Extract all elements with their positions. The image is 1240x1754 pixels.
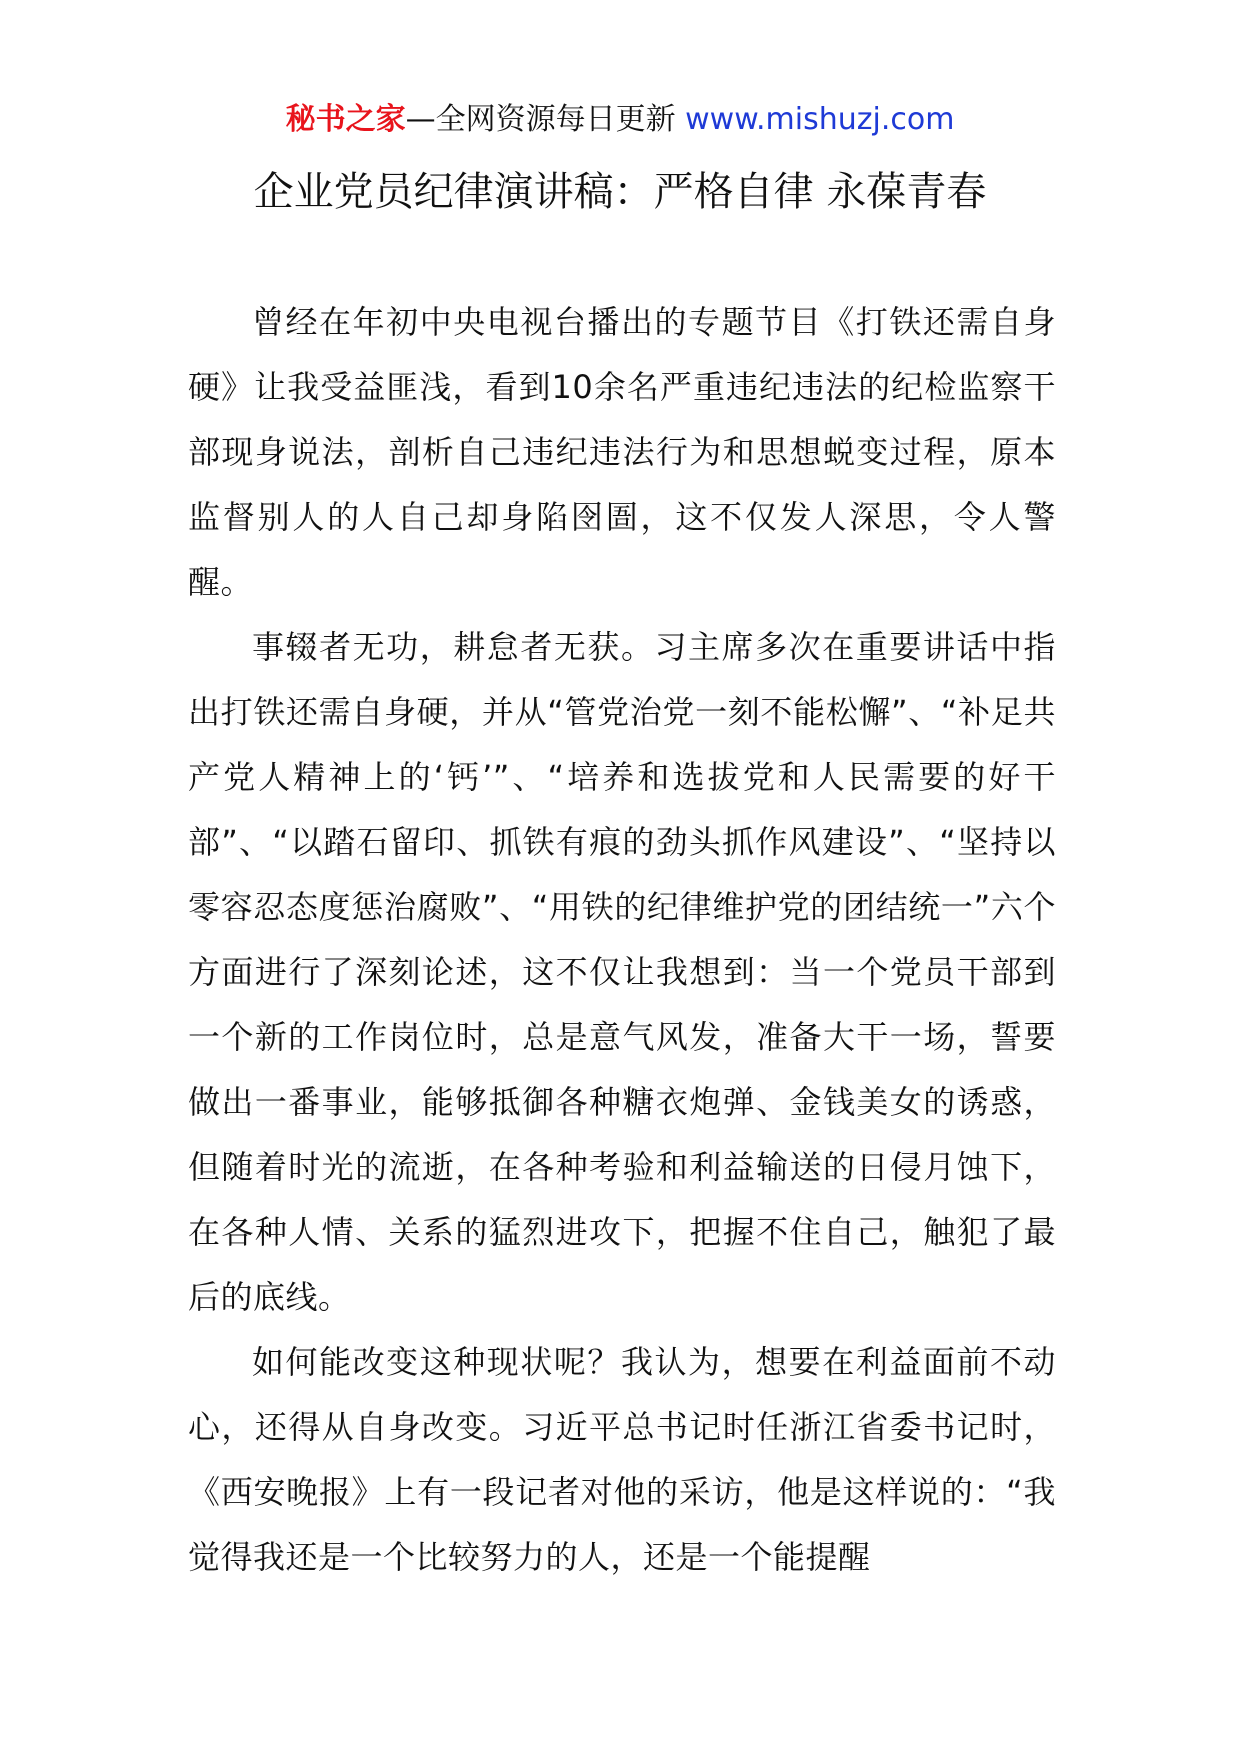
document-title: 企业党员纪律演讲稿：严格自律 永葆青春 <box>253 169 987 215</box>
paragraph-1: 曾经在年初中央电视台播出的专题节目《打铁还需自身硬》让我受益匪浅，看到10余名严重违纪违法的纪检监察干部现身说法，剖析自己违纪违法行为和思想蜕变过程，原本监督别人的人自己却身陷囹圄，这不仅发人深思，令人警醒。 <box>188 303 1056 601</box>
site-brand: 秘书之家 <box>285 102 406 137</box>
paragraph-2: 事辍者无功，耕怠者无获。习主席多次在重要讲话中指出打铁还需自身硬，并从“管党治党一刻不能松懈”、“补足共产党人精神上的‘钙’”、“培养和选拔党和人民需要的好干部”、“以踏石留印、抓铁有痕的劲头抓作风建设”、“坚持以零容忍态度惩治腐败”、“用铁的纪律维护党的团结统一”六个方面进行了深刻论述，这不仅让我想到：当一个党员干部到一个新的工作岗位时，总是意气风发，准备大干一场，誓要做出一番事业，能够抵御各种糖衣炮弹、金钱美女的诱惑，但随着时光的流逝，在各种考验和利益输送的日侵月蚀下，在各种人情、关系的猛烈进攻下，把握不住自己，触犯了最后的底线。 <box>188 628 1056 1316</box>
site-header <box>0 98 1240 142</box>
document-body <box>188 290 1056 1590</box>
paragraph-3: 如何能改变这种现状呢？我认为，想要在利益面前不动心，还得从自身改变。习近平总书记时任浙江省委书记时，《西安晚报》上有一段记者对他的采访，他是这样说的：“我觉得我还是一个比较努力的人，还是一个能提醒 <box>188 1343 1056 1576</box>
site-url-link[interactable]: www.mishuzj.com <box>685 102 955 137</box>
site-tagline: —全网资源每日更新 <box>405 102 686 137</box>
